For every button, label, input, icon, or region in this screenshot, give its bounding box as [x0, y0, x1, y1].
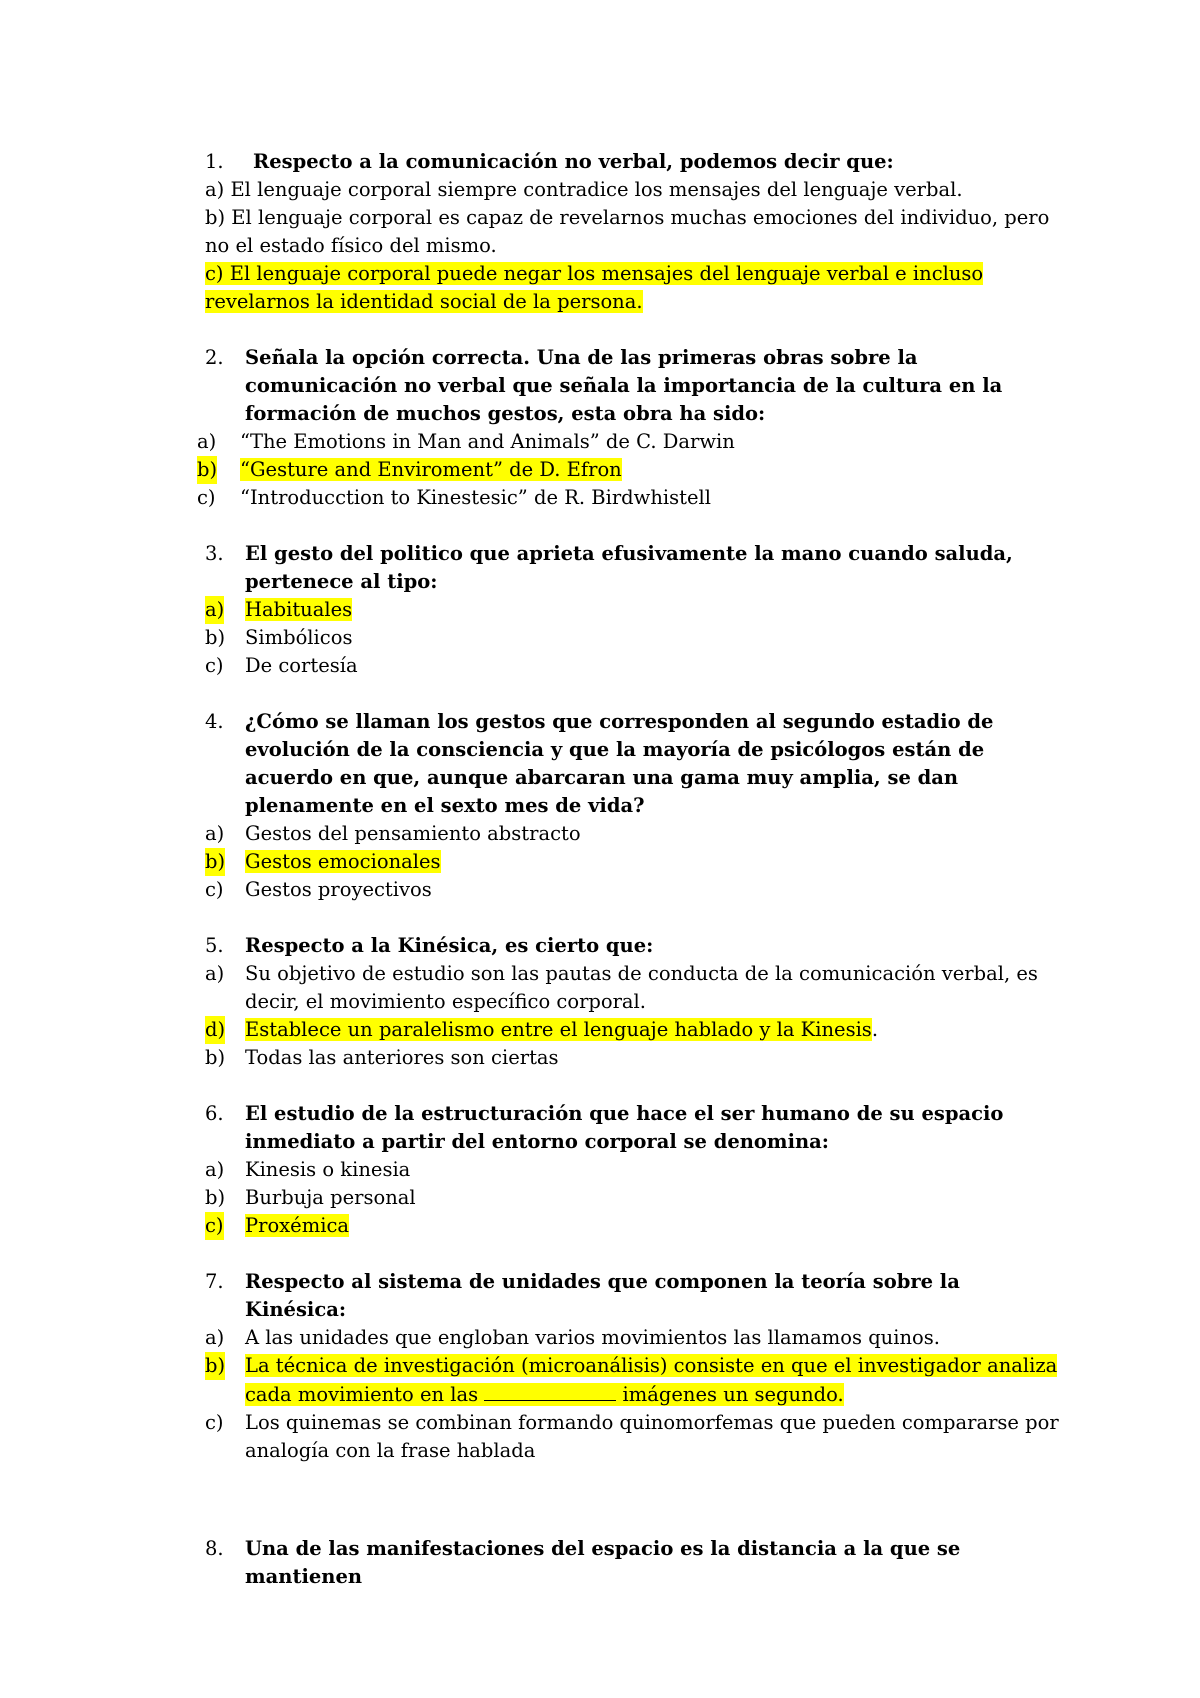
answer-highlight: Gestos emocionales — [245, 850, 441, 873]
question-number: 7. — [205, 1270, 224, 1293]
question-number: 1. — [205, 150, 224, 173]
answer-highlight: Proxémica — [245, 1214, 349, 1237]
option-c-correct: c) Proxémica — [205, 1212, 1065, 1240]
question-3 — [205, 540, 1065, 680]
question-number: 8. — [205, 1537, 224, 1560]
answer-highlight: c) El lenguaje corporal puede negar los mensajes del lenguaje verbal e incluso revelarnos la identidad social de la persona. — [205, 262, 984, 313]
question-number: 4. — [205, 710, 224, 733]
fill-in-blank — [484, 1380, 616, 1401]
question-text: 8. Una de las manifestaciones del espacio es la distancia a la que se mantienen — [205, 1537, 961, 1588]
answer-highlight: La técnica de investigación (microanálisis) consiste en que el investigador analiza cada movimiento en las imágenes un segundo. — [245, 1354, 1058, 1406]
option-a: a) “The Emotions in Man and Animals” de C. Darwin — [197, 430, 735, 453]
option-a: a) Kinesis o kinesia — [205, 1158, 411, 1181]
option-a: a) Su objetivo de estudio son las pautas de conducta de la comunicación verbal, es decir, el movimiento específico corporal. — [205, 962, 1038, 1013]
question-text: 5. Respecto a la Kinésica, es cierto que: — [205, 932, 1065, 960]
option-a-correct: a) Habituales — [205, 596, 1065, 624]
option-c-correct — [205, 260, 1065, 316]
question-4 — [205, 708, 1065, 904]
option-b: b) Todas las anteriores son ciertas — [205, 1046, 559, 1069]
option-c: c) Los quinemas se combinan formando quinomorfemas que pueden compararse por analogía con la frase hablada — [205, 1411, 1059, 1462]
question-7 — [205, 1268, 1065, 1465]
option-b-correct: b) La técnica de investigación (microanálisis) consiste en que el investigador analiza cada movimiento en las imágenes un segundo. — [205, 1354, 1058, 1406]
question-number: 5. — [205, 934, 224, 957]
question-text: 7. Respecto al sistema de unidades que componen la teoría sobre la Kinésica: — [205, 1270, 960, 1321]
quiz-document — [197, 148, 1065, 1619]
option-b: b) El lenguaje corporal es capaz de revelarnos muchas emociones del individuo, pero no el estado físico del mismo. — [205, 206, 1050, 257]
question-number: 6. — [205, 1102, 224, 1125]
question-text: 1. Respecto a la comunicación no verbal, podemos decir que: — [205, 148, 1065, 176]
option-b-correct: b) Gestos emocionales — [205, 848, 1065, 876]
question-number: 2. — [205, 346, 224, 369]
question-1 — [205, 148, 1065, 316]
option-c: c) “Introducction to Kinestesic” de R. Birdwhistell — [197, 486, 711, 509]
option-a: a) A las unidades que engloban varios movimientos las llamamos quinos. — [205, 1326, 940, 1349]
option-c: c) De cortesía — [205, 654, 358, 677]
option-a: a) Gestos del pensamiento abstracto — [205, 822, 581, 845]
answer-highlight: Establece un paralelismo entre el lenguaje hablado y la Kinesis — [245, 1018, 872, 1041]
option-b: b) Burbuja personal — [205, 1186, 416, 1209]
question-2 — [197, 344, 1065, 512]
answer-highlight: “Gesture and Enviroment” de D. Efron — [240, 458, 622, 481]
question-text: 6. El estudio de la estructuración que hace el ser humano de su espacio inmediato a partir del entorno corporal se denomina: — [205, 1102, 1004, 1153]
question-text: 4. ¿Cómo se llaman los gestos que corresponden al segundo estadio de evolución de la consciencia y que la mayoría de psicólogos están de acuerdo en que, aunque abarcaran una gama muy amplia, se dan plenamente en el sexto mes de vida? — [205, 710, 994, 817]
question-6 — [205, 1100, 1065, 1240]
question-8 — [205, 1535, 1065, 1591]
question-number: 3. — [205, 542, 224, 565]
option-c: c) Gestos proyectivos — [205, 878, 432, 901]
option-a: a) El lenguaje corporal siempre contradice los mensajes del lenguaje verbal. — [205, 178, 963, 201]
option-b-correct: b) “Gesture and Enviroment” de D. Efron — [197, 456, 1065, 484]
question-text: 3. El gesto del politico que aprieta efusivamente la mano cuando saluda, pertenece al tipo: — [205, 542, 1013, 593]
question-text: 2. Señala la opción correcta. Una de las primeras obras sobre la comunicación no verbal que señala la importancia de la cultura en la formación de muchos gestos, esta obra ha sido: — [205, 346, 1003, 425]
option-d-correct: d) Establece un paralelismo entre el lenguaje hablado y la Kinesis. — [205, 1016, 1065, 1044]
answer-highlight: Habituales — [245, 598, 353, 621]
question-5 — [205, 932, 1065, 1072]
option-b: b) Simbólicos — [205, 626, 353, 649]
